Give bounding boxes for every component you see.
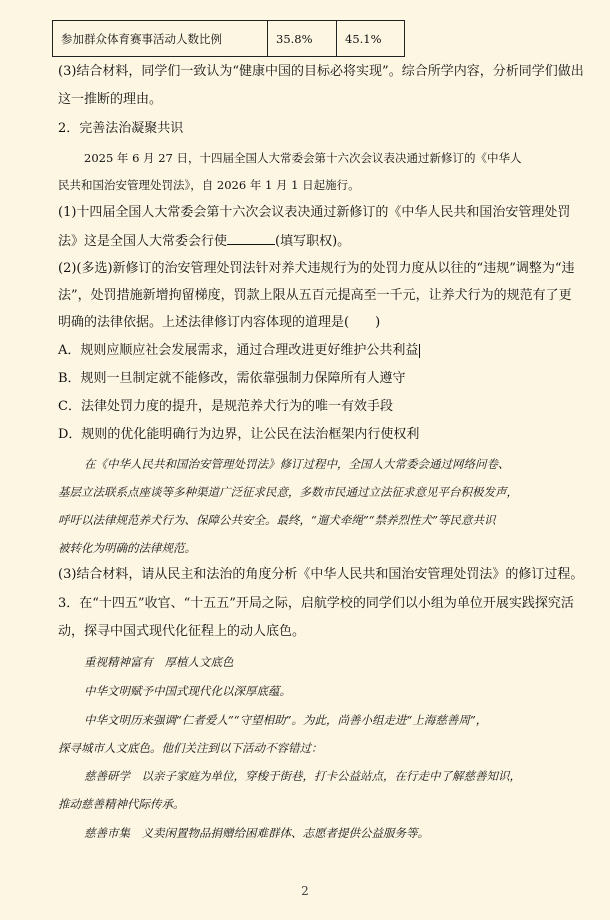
option-d: D．规则的优化能明确行为边界，让公民在法治框架内行使权利: [58, 427, 420, 442]
data-table: [52, 20, 405, 57]
question-2-line-3: 明确的法律依据。上述法律修订内容体现的道理是( ): [58, 315, 381, 330]
page-number: 2: [301, 884, 309, 898]
question-1-text: 法》这是全国人大常委会行使: [58, 234, 228, 249]
table-row: [53, 21, 405, 57]
material-2-line-2: 基层立法联系点座谈等多种渠道广泛征求民意，多数市民通过立法征求意见平台积极发声，: [58, 485, 518, 499]
material-3-line-3: 探寻城市人文底色。他们关注到以下活动不容错过：: [58, 741, 323, 755]
question-2-line-2: 法”，处罚措施新增拘留梯度，罚款上限从五百元提高至一千元，让养犬行为的规范有了更: [58, 288, 572, 303]
material-2-line-1: 在《中华人民共和国治安管理处罚法》修订过程中，全国人大常委会通过网络问卷、: [84, 457, 510, 471]
answer-blank: [227, 232, 275, 245]
option-a-text: A．规则应顺应社会发展需求，通过合理改进更好维护公共利益: [58, 343, 419, 358]
table-cell-value-1: 35.8%: [268, 21, 337, 57]
question-1-suffix: (填写职权)。: [275, 234, 351, 249]
table-cell-value-2: 45.1%: [337, 21, 405, 57]
material-1-line-1: 2025 年 6 月 27 日，十四届全国人大常委会第十六次会议表决通过新修订的《中华人: [84, 151, 522, 165]
activity-1-line-2: 推动慈善精神代际传承。: [58, 797, 185, 811]
text-cursor: [419, 344, 420, 358]
option-a: [58, 342, 420, 360]
subheading: 重视精神富有 厚植人文底色: [84, 655, 234, 669]
question-3-line-2: 这一推断的理由。: [58, 92, 163, 107]
question-3-line-1: (3)结合材料，同学们一致认为“健康中国的目标必将实现”。综合所学内容，分析同学们做出: [58, 64, 584, 79]
question-3b: (3)结合材料，请从民主和法治的角度分析《中华人民共和国治安管理处罚法》的修订过程。: [58, 567, 584, 582]
material-2-line-3: 呼吁以法律规范养犬行为、保障公共安全。最终，“遛犬牵绳”“禁养烈性犬”等民意共识: [58, 513, 496, 527]
question-1-line-2: [58, 232, 350, 251]
option-b: B．规则一旦制定就不能修改，需依靠强制力保障所有人遵守: [58, 371, 406, 386]
material-1-line-2: 民共和国治安管理处罚法》，自 2026 年 1 月 1 日起施行。: [58, 178, 360, 192]
activity-1-line-1: 慈善研学 以亲子家庭为单位，穿梭于街巷，打卡公益站点，在行走中了解慈善知识，: [84, 769, 521, 783]
material-3-line-2: 中华文明历来强调“仁者爱人”“守望相助”。为此，尚善小组走进“上海慈善周”，: [84, 713, 488, 727]
section-2-heading: 2．完善法治凝聚共识: [58, 121, 184, 136]
table-cell-label: 参加群众体育赛事活动人数比例: [53, 21, 268, 57]
section-3-line-2: 动，探寻中国式现代化征程上的动人底色。: [58, 624, 306, 639]
activity-2: 慈善市集 义卖闲置物品捐赠给困难群体、志愿者提供公益服务等。: [84, 826, 429, 840]
material-3-line-1: 中华文明赋予中国式现代化以深厚底蕴。: [84, 684, 291, 698]
material-2-line-4: 被转化为明确的法律规范。: [58, 541, 196, 555]
question-1-line-1: (1)十四届全国人大常委会第十六次会议表决通过新修订的《中华人民共和国治安管理处罚: [58, 205, 571, 220]
question-2-line-1: (2)(多选)新修订的治安管理处罚法针对养犬违规行为的处罚力度从以往的“违规”调整为“违: [58, 261, 575, 276]
option-c: C．法律处罚力度的提升，是规范养犬行为的唯一有效手段: [58, 399, 393, 414]
section-3-line-1: 3．在“十四五”收官、“十五五”开局之际，启航学校的同学们以小组为单位开展实践探究活: [58, 596, 574, 611]
